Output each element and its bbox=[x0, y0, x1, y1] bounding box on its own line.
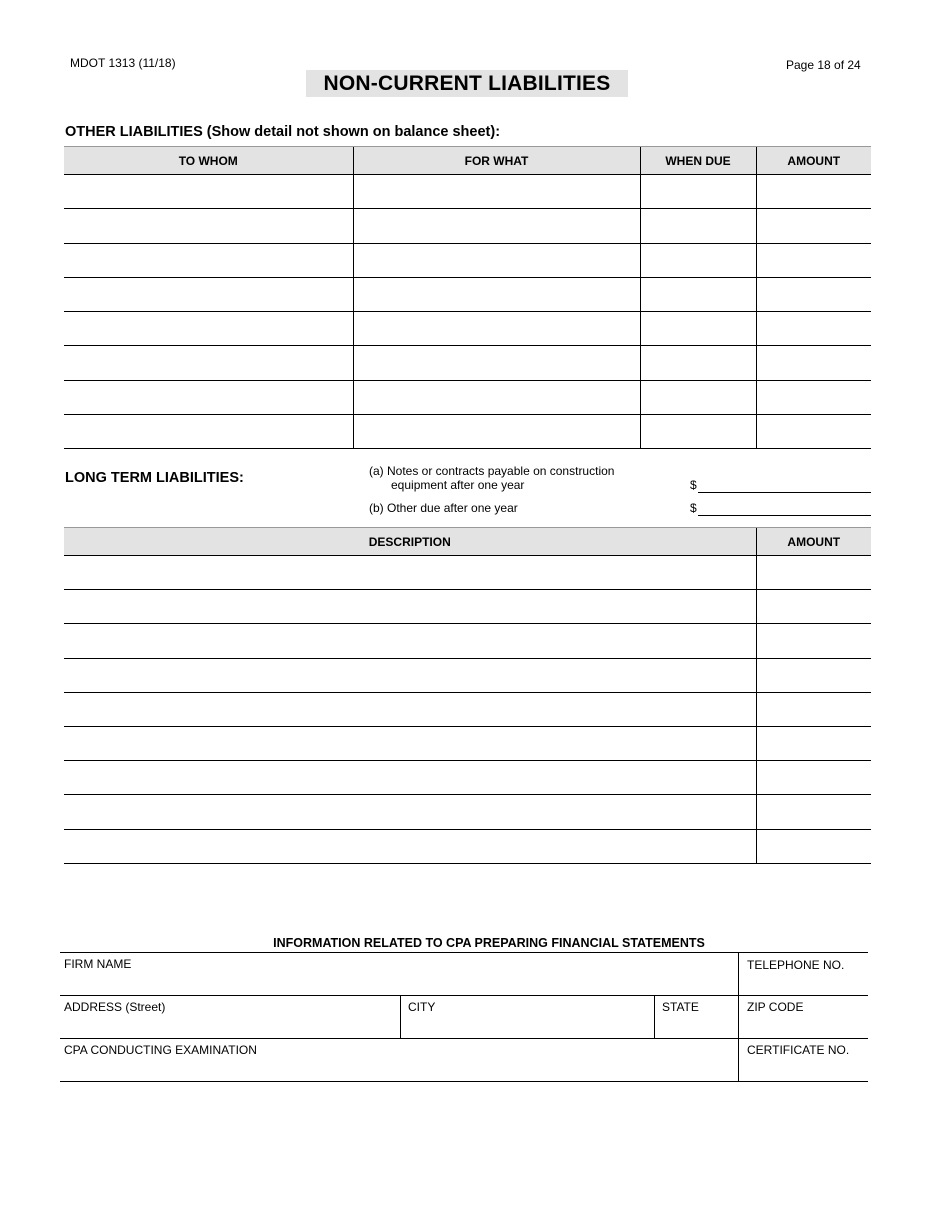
table-row bbox=[64, 277, 871, 311]
other-to-whom-cell[interactable] bbox=[64, 346, 353, 380]
long-term-description-table bbox=[64, 527, 871, 864]
table-row bbox=[64, 312, 871, 346]
item-a-amount-field[interactable] bbox=[698, 492, 871, 493]
other-when-due-cell[interactable] bbox=[640, 277, 756, 311]
other-amount-cell[interactable] bbox=[756, 312, 871, 346]
other-when-due-cell[interactable] bbox=[640, 243, 756, 277]
other-amount-cell[interactable] bbox=[756, 209, 871, 243]
other-for-what-cell[interactable] bbox=[353, 415, 640, 449]
long-term-description-cell[interactable] bbox=[64, 761, 756, 795]
item-b-amount-field[interactable] bbox=[698, 515, 871, 516]
telephone-field[interactable] bbox=[738, 953, 868, 996]
other-to-whom-cell[interactable] bbox=[64, 209, 353, 243]
other-when-due-cell[interactable] bbox=[640, 209, 756, 243]
other-to-whom-cell[interactable] bbox=[64, 415, 353, 449]
long-term-liabilities-label: LONG TERM LIABILITIES: bbox=[65, 470, 244, 486]
table-header-row bbox=[64, 528, 871, 556]
table-row bbox=[64, 658, 871, 692]
column-header-to-whom: TO WHOM bbox=[64, 147, 353, 175]
other-to-whom-cell[interactable] bbox=[64, 175, 353, 209]
item-a-line2: equipment after one year bbox=[391, 478, 525, 492]
long-term-description-cell[interactable] bbox=[64, 829, 756, 863]
column-header-amount: AMOUNT bbox=[756, 528, 871, 556]
other-when-due-cell[interactable] bbox=[640, 175, 756, 209]
other-amount-cell[interactable] bbox=[756, 415, 871, 449]
long-term-amount-cell[interactable] bbox=[756, 624, 871, 658]
other-for-what-cell[interactable] bbox=[353, 380, 640, 414]
currency-sign-b: $ bbox=[690, 501, 697, 515]
currency-sign-a: $ bbox=[690, 478, 697, 492]
other-liabilities-label: OTHER LIABILITIES (Show detail not shown on balance sheet): bbox=[65, 124, 501, 140]
table-row bbox=[64, 243, 871, 277]
table-row bbox=[64, 556, 871, 590]
table-header-row bbox=[64, 147, 871, 175]
table-row bbox=[64, 209, 871, 243]
table-row bbox=[64, 761, 871, 795]
column-header-when-due: WHEN DUE bbox=[640, 147, 756, 175]
table-row bbox=[64, 795, 871, 829]
table-row bbox=[64, 726, 871, 760]
other-when-due-cell[interactable] bbox=[640, 415, 756, 449]
cpa-examination-field[interactable] bbox=[60, 1039, 738, 1082]
other-to-whom-cell[interactable] bbox=[64, 277, 353, 311]
other-when-due-cell[interactable] bbox=[640, 312, 756, 346]
item-a-label bbox=[369, 464, 614, 492]
long-term-amount-cell[interactable] bbox=[756, 795, 871, 829]
city-field[interactable] bbox=[400, 996, 654, 1039]
long-term-amount-cell[interactable] bbox=[756, 829, 871, 863]
other-when-due-cell[interactable] bbox=[640, 346, 756, 380]
long-term-description-cell[interactable] bbox=[64, 658, 756, 692]
other-amount-cell[interactable] bbox=[756, 175, 871, 209]
table-row bbox=[64, 829, 871, 863]
long-term-amount-cell[interactable] bbox=[756, 726, 871, 760]
cpa-examination-label: CPA CONDUCTING EXAMINATION bbox=[64, 1043, 257, 1057]
table-row bbox=[64, 380, 871, 414]
cpa-section-heading: INFORMATION RELATED TO CPA PREPARING FINANCIAL STATEMENTS bbox=[273, 936, 705, 950]
other-liabilities-table bbox=[64, 146, 871, 449]
other-amount-cell[interactable] bbox=[756, 346, 871, 380]
item-b-label: (b) Other due after one year bbox=[369, 501, 518, 515]
other-to-whom-cell[interactable] bbox=[64, 380, 353, 414]
other-for-what-cell[interactable] bbox=[353, 175, 640, 209]
long-term-amount-cell[interactable] bbox=[756, 556, 871, 590]
address-field[interactable] bbox=[60, 996, 400, 1039]
table-row bbox=[64, 415, 871, 449]
firm-name-field[interactable] bbox=[60, 953, 738, 996]
state-label: STATE bbox=[662, 1000, 699, 1014]
table-row bbox=[64, 692, 871, 726]
address-label: ADDRESS (Street) bbox=[64, 1000, 166, 1014]
zip-code-field[interactable] bbox=[738, 996, 868, 1039]
page-number: Page 18 of 24 bbox=[786, 58, 861, 72]
zip-code-label: ZIP CODE bbox=[747, 1000, 804, 1014]
other-for-what-cell[interactable] bbox=[353, 209, 640, 243]
page-title: NON-CURRENT LIABILITIES bbox=[306, 70, 628, 97]
long-term-amount-cell[interactable] bbox=[756, 590, 871, 624]
state-field[interactable] bbox=[654, 996, 738, 1039]
certificate-label: CERTIFICATE NO. bbox=[747, 1043, 850, 1057]
long-term-description-cell[interactable] bbox=[64, 624, 756, 658]
item-a-line1: (a) Notes or contracts payable on construction bbox=[369, 464, 615, 478]
column-header-amount: AMOUNT bbox=[756, 147, 871, 175]
certificate-field[interactable] bbox=[738, 1039, 868, 1082]
other-to-whom-cell[interactable] bbox=[64, 243, 353, 277]
long-term-description-cell[interactable] bbox=[64, 795, 756, 829]
other-when-due-cell[interactable] bbox=[640, 380, 756, 414]
city-label: CITY bbox=[408, 1000, 436, 1014]
other-for-what-cell[interactable] bbox=[353, 312, 640, 346]
other-to-whom-cell[interactable] bbox=[64, 312, 353, 346]
firm-name-label: FIRM NAME bbox=[64, 957, 132, 971]
column-header-description: DESCRIPTION bbox=[64, 528, 756, 556]
long-term-description-cell[interactable] bbox=[64, 692, 756, 726]
long-term-amount-cell[interactable] bbox=[756, 692, 871, 726]
long-term-description-cell[interactable] bbox=[64, 590, 756, 624]
column-header-for-what: FOR WHAT bbox=[353, 147, 640, 175]
long-term-amount-cell[interactable] bbox=[756, 658, 871, 692]
other-amount-cell[interactable] bbox=[756, 277, 871, 311]
table-row bbox=[64, 590, 871, 624]
form-id: MDOT 1313 (11/18) bbox=[70, 56, 176, 70]
other-amount-cell[interactable] bbox=[756, 380, 871, 414]
other-amount-cell[interactable] bbox=[756, 243, 871, 277]
other-for-what-cell[interactable] bbox=[353, 346, 640, 380]
long-term-amount-cell[interactable] bbox=[756, 761, 871, 795]
long-term-description-cell[interactable] bbox=[64, 726, 756, 760]
table-row bbox=[64, 175, 871, 209]
telephone-label: TELEPHONE NO. bbox=[747, 958, 845, 972]
table-row bbox=[64, 624, 871, 658]
long-term-description-cell[interactable] bbox=[64, 556, 756, 590]
other-for-what-cell[interactable] bbox=[353, 277, 640, 311]
other-for-what-cell[interactable] bbox=[353, 243, 640, 277]
table-row bbox=[64, 346, 871, 380]
